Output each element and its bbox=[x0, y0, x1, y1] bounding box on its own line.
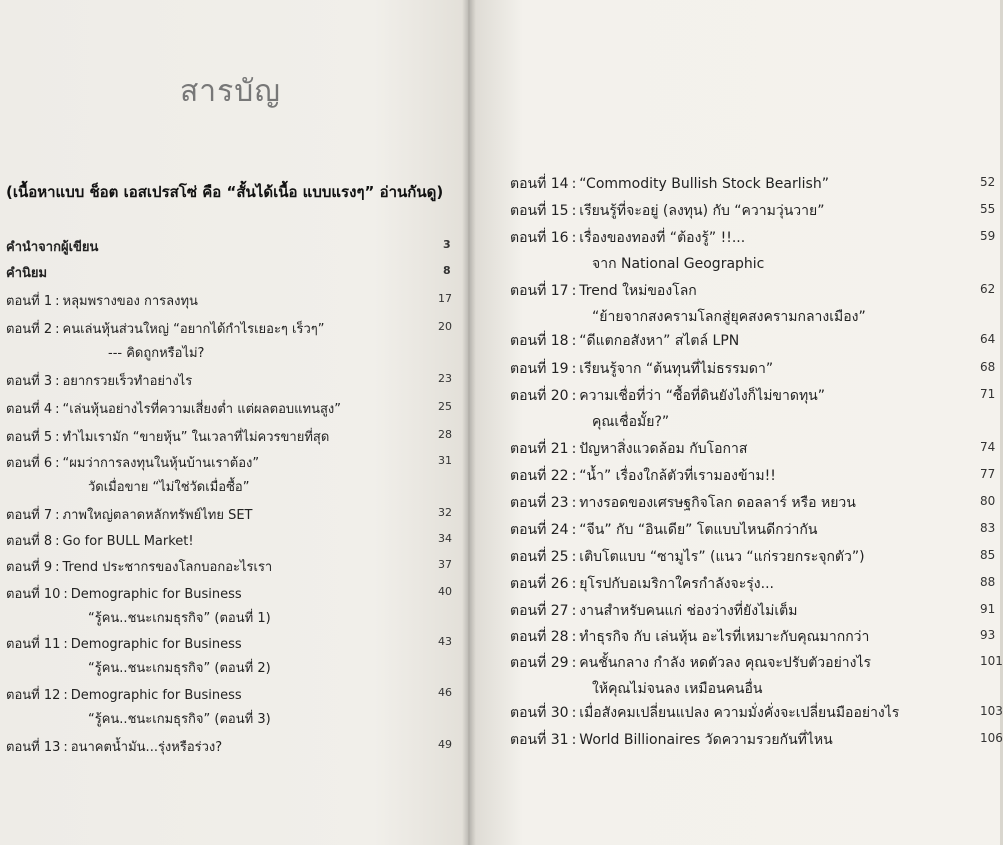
entry-continuation: วัดเมื่อขาย “ไม่ใช่วัดเมื่อซื้อ” bbox=[88, 480, 250, 495]
entry-label: ตอนที่ 3 bbox=[6, 374, 53, 389]
entry-title: Demographic for Business bbox=[70, 688, 242, 703]
entry-separator: : bbox=[571, 176, 577, 192]
entry-label: ตอนที่ 18 bbox=[510, 333, 569, 349]
toc-entry bbox=[6, 684, 452, 705]
entry-title: อยากรวยเร็วทำอย่างไร bbox=[62, 374, 193, 389]
book-gutter bbox=[462, 0, 476, 845]
entry-separator: : bbox=[63, 637, 68, 652]
entry-title: ปัญหาสิ่งแวดล้อม กับโอกาส bbox=[579, 441, 748, 457]
page-title: สารบัญ bbox=[180, 74, 281, 109]
entry-title: อนาคตน้ำมัน...รุ่งหรือร่วง? bbox=[70, 740, 223, 755]
entry-label: ตอนที่ 21 bbox=[510, 441, 569, 457]
entry-continuation: “รู้คน..ชนะเกมธุรกิจ” (ตอนที่ 1) bbox=[88, 611, 271, 626]
toc-entry bbox=[510, 519, 996, 541]
entry-title: หลุมพรางของ การลงทุน bbox=[62, 294, 198, 309]
right-page bbox=[470, 0, 1003, 845]
entry-separator: : bbox=[571, 230, 577, 246]
entry-separator: : bbox=[571, 495, 577, 511]
entry-label: ตอนที่ 19 bbox=[510, 361, 569, 377]
entry-separator: : bbox=[55, 534, 60, 549]
toc-entry bbox=[6, 530, 452, 551]
entry-title: Trend ประชากรของโลกบอกอะไรเรา bbox=[62, 560, 273, 575]
entry-page: 85 bbox=[980, 548, 996, 562]
entry-separator: : bbox=[55, 294, 60, 309]
entry-label: ตอนที่ 17 bbox=[510, 283, 569, 299]
entry-label: ตอนที่ 1 bbox=[6, 294, 53, 309]
toc-entry bbox=[510, 200, 996, 222]
toc-entry bbox=[6, 583, 452, 604]
toc-entry bbox=[510, 652, 1003, 674]
toc-entry bbox=[6, 556, 452, 577]
entry-title: คนเล่นหุ้นส่วนใหญ่ “อยากได้กำไรเยอะๆ เร็วๆ” bbox=[62, 322, 325, 337]
entry-page: 71 bbox=[980, 387, 996, 401]
toc-entry bbox=[6, 633, 452, 654]
toc-entry bbox=[510, 358, 996, 380]
entry-label: ตอนที่ 27 bbox=[510, 603, 569, 619]
entry-label: ตอนที่ 8 bbox=[6, 534, 53, 549]
toc-entry-preface bbox=[6, 236, 451, 257]
entry-separator: : bbox=[55, 560, 60, 575]
toc-entry bbox=[510, 330, 996, 352]
entry-title: “ดีแตกอสังหา” สไตล์ LPN bbox=[579, 333, 740, 349]
toc-entry bbox=[6, 452, 452, 473]
entry-label: ตอนที่ 15 bbox=[510, 203, 569, 219]
entry-separator: : bbox=[571, 203, 577, 219]
entry-separator: : bbox=[571, 468, 577, 484]
toc-entry bbox=[510, 465, 996, 487]
entry-separator: : bbox=[571, 522, 577, 538]
entry-label: ตอนที่ 10 bbox=[6, 587, 61, 602]
entry-page: 62 bbox=[980, 282, 996, 296]
entry-page: 17 bbox=[438, 292, 452, 305]
entry-separator: : bbox=[55, 508, 60, 523]
entry-title: เมื่อสังคมเปลี่ยนแปลง ความมั่งคั่งจะเปลี่ยนมืออย่างไร bbox=[579, 705, 900, 721]
entry-continuation: ให้คุณไม่จนลง เหมือนคนอื่น bbox=[592, 681, 763, 697]
entry-page: 91 bbox=[980, 602, 996, 616]
entry-page: 55 bbox=[980, 202, 996, 216]
left-page bbox=[0, 0, 468, 845]
toc-entry bbox=[510, 546, 996, 568]
entry-label: ตอนที่ 30 bbox=[510, 705, 569, 721]
entry-title: ทำไมเรามัก “ขายหุ้น” ในเวลาที่ไม่ควรขายที่สุด bbox=[62, 430, 330, 445]
entry-page: 43 bbox=[438, 635, 452, 648]
toc-entry bbox=[6, 290, 452, 311]
toc-entry bbox=[510, 385, 996, 407]
entry-label: ตอนที่ 16 bbox=[510, 230, 569, 246]
entry-title: Demographic for Business bbox=[70, 587, 242, 602]
entry-separator: : bbox=[571, 576, 577, 592]
entry-title: Trend ใหม่ของโลก bbox=[579, 283, 697, 299]
entry-continuation: “รู้คน..ชนะเกมธุรกิจ” (ตอนที่ 3) bbox=[88, 712, 271, 727]
entry-continuation: คุณเชื่อมั้ย?” bbox=[592, 414, 670, 430]
entry-page: 93 bbox=[980, 628, 996, 642]
entry-title: คนชั้นกลาง กำลัง หดตัวลง คุณจะปรับตัวอย่างไร bbox=[579, 655, 872, 671]
entry-label: ตอนที่ 6 bbox=[6, 456, 53, 471]
toc-entry bbox=[510, 173, 996, 195]
entry-page: 20 bbox=[438, 320, 452, 333]
entry-page: 31 bbox=[438, 454, 452, 467]
entry-page: 49 bbox=[438, 738, 452, 751]
toc-entry bbox=[510, 227, 996, 249]
entry-separator: : bbox=[571, 655, 577, 671]
entry-title: “ผมว่าการลงทุนในหุ้นบ้านเราต้อง” bbox=[62, 456, 260, 471]
entry-page: 64 bbox=[980, 332, 996, 346]
entry-page: 8 bbox=[443, 264, 451, 277]
toc-entry bbox=[510, 280, 996, 302]
entry-label: ตอนที่ 13 bbox=[6, 740, 61, 755]
entry-page: 28 bbox=[438, 428, 452, 441]
entry-label: ตอนที่ 22 bbox=[510, 468, 569, 484]
entry-page: 68 bbox=[980, 360, 996, 374]
entry-title: “เล่นหุ้นอย่างไรที่ความเสี่ยงต่ำ แต่ผลตอบแทนสูง” bbox=[62, 402, 341, 417]
entry-label: ตอนที่ 12 bbox=[6, 688, 61, 703]
entry-page: 32 bbox=[438, 506, 452, 519]
entry-title: Go for BULL Market! bbox=[62, 534, 194, 549]
entry-label: ตอนที่ 26 bbox=[510, 576, 569, 592]
entry-label: ตอนที่ 28 bbox=[510, 629, 569, 645]
entry-page: 103 bbox=[980, 704, 1003, 718]
toc-entry bbox=[510, 573, 996, 595]
entry-label: ตอนที่ 11 bbox=[6, 637, 61, 652]
entry-title: “Commodity Bullish Stock Bearlish” bbox=[579, 176, 829, 192]
entry-page: 23 bbox=[438, 372, 452, 385]
entry-label: ตอนที่ 4 bbox=[6, 402, 53, 417]
entry-title: “จีน” กับ “อินเดีย” โตแบบไหนดีกว่ากัน bbox=[579, 522, 818, 538]
entry-separator: : bbox=[571, 629, 577, 645]
toc-entry bbox=[6, 504, 452, 525]
entry-label: ตอนที่ 7 bbox=[6, 508, 53, 523]
entry-title: เรียนรู้จาก “ต้นทุนที่ไม่ธรรมดา” bbox=[579, 361, 774, 377]
entry-separator: : bbox=[55, 430, 60, 445]
entry-page: 3 bbox=[443, 238, 451, 251]
toc-entry bbox=[510, 702, 1003, 724]
entry-page: 77 bbox=[980, 467, 996, 481]
entry-separator: : bbox=[63, 740, 68, 755]
entry-page: 80 bbox=[980, 494, 996, 508]
entry-title: งานสำหรับคนแก่ ช่องว่างที่ยังไม่เต็ม bbox=[579, 603, 798, 619]
toc-entry bbox=[6, 736, 452, 757]
entry-separator: : bbox=[571, 549, 577, 565]
entry-label: ตอนที่ 24 bbox=[510, 522, 569, 538]
entry-separator: : bbox=[571, 603, 577, 619]
entry-page: 59 bbox=[980, 229, 996, 243]
entry-title: ภาพใหญ่ตลาดหลักทรัพย์ไทย SET bbox=[62, 508, 253, 523]
toc-entry bbox=[510, 492, 996, 514]
entry-separator: : bbox=[55, 374, 60, 389]
entry-title: เรื่องของทองที่ “ต้องรู้” !!... bbox=[579, 230, 746, 246]
entry-page: 46 bbox=[438, 686, 452, 699]
entry-page: 37 bbox=[438, 558, 452, 571]
entry-page: 74 bbox=[980, 440, 996, 454]
entry-label: ตอนที่ 25 bbox=[510, 549, 569, 565]
entry-continuation: “รู้คน..ชนะเกมธุรกิจ” (ตอนที่ 2) bbox=[88, 661, 271, 676]
entry-separator: : bbox=[571, 441, 577, 457]
entry-label: ตอนที่ 29 bbox=[510, 655, 569, 671]
entry-label: ตอนที่ 14 bbox=[510, 176, 569, 192]
entry-separator: : bbox=[55, 456, 60, 471]
toc-entry bbox=[6, 370, 452, 391]
entry-page: 106 bbox=[980, 731, 1003, 745]
toc-subtitle: (เนื้อหาแบบ ช็อต เอสเปรสโซ่ คือ “สั้นได้เนื้อ แบบแรงๆ” อ่านกันดู) bbox=[6, 183, 444, 201]
entry-title: ความเชื่อที่ว่า “ซื้อที่ดินยังไงก็ไม่ขาดทุน” bbox=[579, 388, 826, 404]
entry-separator: : bbox=[63, 587, 68, 602]
entry-separator: : bbox=[63, 688, 68, 703]
entry-title: ทำธุรกิจ กับ เล่นหุ้น อะไรที่เหมาะกับคุณมากกว่า bbox=[579, 629, 870, 645]
entry-continuation: “ย้ายจากสงครามโลกสู่ยุคสงครามกลางเมือง” bbox=[592, 309, 866, 325]
toc-entry bbox=[6, 398, 452, 419]
toc-entry bbox=[510, 729, 1003, 751]
entry-title: คำนิยม bbox=[6, 266, 48, 281]
entry-page: 83 bbox=[980, 521, 996, 535]
entry-title: World Billionaires วัดความรวยกันที่ไหน bbox=[579, 732, 833, 748]
entry-label: ตอนที่ 20 bbox=[510, 388, 569, 404]
entry-separator: : bbox=[571, 283, 577, 299]
entry-separator: : bbox=[571, 361, 577, 377]
entry-label: ตอนที่ 31 bbox=[510, 732, 569, 748]
entry-label: ตอนที่ 2 bbox=[6, 322, 53, 337]
entry-page: 101 bbox=[980, 654, 1003, 668]
entry-label: ตอนที่ 9 bbox=[6, 560, 53, 575]
entry-separator: : bbox=[571, 388, 577, 404]
entry-separator: : bbox=[55, 322, 60, 337]
entry-page: 40 bbox=[438, 585, 452, 598]
toc-entry bbox=[510, 600, 996, 622]
entry-continuation: --- คิดถูกหรือไม่? bbox=[108, 346, 205, 361]
entry-label: ตอนที่ 23 bbox=[510, 495, 569, 511]
entry-page: 34 bbox=[438, 532, 452, 545]
entry-separator: : bbox=[571, 705, 577, 721]
entry-page: 88 bbox=[980, 575, 996, 589]
entry-separator: : bbox=[571, 732, 577, 748]
entry-title: ทางรอดของเศรษฐกิจโลก ดอลลาร์ หรือ หยวน bbox=[579, 495, 856, 511]
entry-title: เรียนรู้ที่จะอยู่ (ลงทุน) กับ “ความวุ่นวาย” bbox=[579, 203, 825, 219]
entry-separator: : bbox=[571, 333, 577, 349]
toc-entry bbox=[510, 626, 996, 648]
toc-entry bbox=[6, 318, 452, 339]
entry-title: “น้ำ” เรื่องใกล้ตัวที่เรามองข้าม!! bbox=[579, 468, 776, 484]
toc-entry bbox=[510, 438, 996, 460]
entry-separator: : bbox=[55, 402, 60, 417]
toc-entry bbox=[6, 426, 452, 447]
entry-title: เติบโตแบบ “ซามูไร” (แนว “แก่รวยกระจุกตัว”) bbox=[579, 549, 865, 565]
entry-page: 52 bbox=[980, 175, 996, 189]
entry-title: คำนำจากผู้เขียน bbox=[6, 240, 99, 255]
entry-continuation: จาก National Geographic bbox=[592, 256, 765, 272]
entry-title: ยุโรปกับอเมริกาใครกำลังจะรุ่ง... bbox=[579, 576, 774, 592]
entry-title: Demographic for Business bbox=[70, 637, 242, 652]
toc-entry-definitions bbox=[6, 262, 451, 283]
entry-label: ตอนที่ 5 bbox=[6, 430, 53, 445]
entry-page: 25 bbox=[438, 400, 452, 413]
